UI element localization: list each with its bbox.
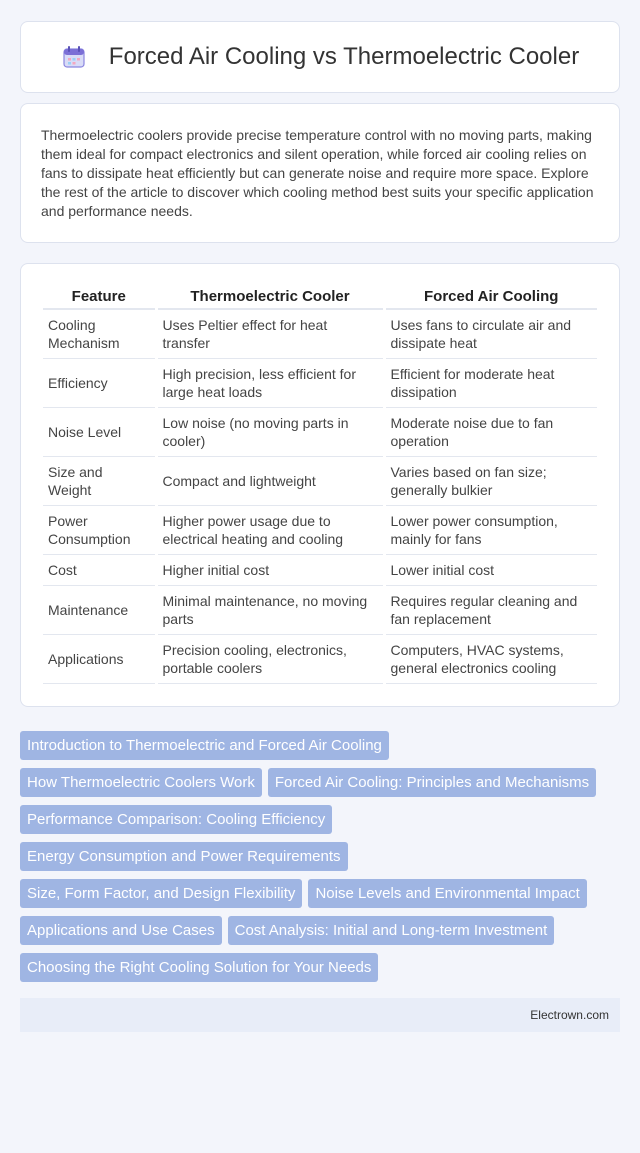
table-cell: Noise Level — [43, 408, 156, 457]
column-header: Feature — [43, 282, 156, 309]
table-cell: Higher initial cost — [156, 555, 384, 586]
table-cell: Efficient for moderate heat dissipation — [384, 359, 597, 408]
topic-link[interactable]: Forced Air Cooling: Principles and Mechanisms — [268, 768, 596, 797]
column-header: Forced Air Cooling — [384, 282, 597, 309]
table-cell: Precision cooling, electronics, portable coolers — [156, 635, 384, 684]
table-cell: Uses fans to circulate air and dissipate heat — [384, 309, 597, 359]
topic-link[interactable]: How Thermoelectric Coolers Work — [20, 768, 262, 797]
table-row — [43, 635, 597, 684]
table-cell: Minimal maintenance, no moving parts — [156, 586, 384, 635]
table-cell: Moderate noise due to fan operation — [384, 408, 597, 457]
table-row — [43, 309, 597, 359]
table-cell: Varies based on fan size; generally bulkier — [384, 457, 597, 506]
calendar-icon — [61, 44, 87, 70]
table-cell: Compact and lightweight — [156, 457, 384, 506]
topic-link[interactable]: Introduction to Thermoelectric and Forced Air Cooling — [20, 731, 389, 760]
table-cell: Higher power usage due to electrical heating and cooling — [156, 506, 384, 555]
comparison-table-card — [20, 263, 620, 707]
table-cell: Computers, HVAC systems, general electronics cooling — [384, 635, 597, 684]
table-cell: Efficiency — [43, 359, 156, 408]
table-cell: Requires regular cleaning and fan replacement — [384, 586, 597, 635]
table-cell: Size and Weight — [43, 457, 156, 506]
topic-link[interactable]: Choosing the Right Cooling Solution for Your Needs — [20, 953, 378, 982]
table-cell: Cost — [43, 555, 156, 586]
topic-link[interactable]: Performance Comparison: Cooling Efficiency — [20, 805, 332, 834]
column-header: Thermoelectric Cooler — [156, 282, 384, 309]
table-cell: Applications — [43, 635, 156, 684]
intro-paragraph: Thermoelectric coolers provide precise temperature control with no moving parts, making them ideal for compact electronics and silent operation, while forced air cooling relies on fans to dissipate heat efficiently but can generate noise and require more space. Explore the rest of the article to discover which cooling method best suits your specific application and performance needs. — [20, 103, 620, 243]
table-row — [43, 408, 597, 457]
page-title: Forced Air Cooling vs Thermoelectric Cooler — [108, 43, 580, 70]
topic-link[interactable]: Energy Consumption and Power Requirements — [20, 842, 348, 871]
table-cell: Lower initial cost — [384, 555, 597, 586]
table-cell: Power Consumption — [43, 506, 156, 555]
table-row — [43, 555, 597, 586]
table-cell: Maintenance — [43, 586, 156, 635]
related-topics-links — [20, 731, 620, 982]
table-cell: Cooling Mechanism — [43, 309, 156, 359]
topic-link[interactable]: Applications and Use Cases — [20, 916, 222, 945]
table-row — [43, 457, 597, 506]
topic-link[interactable]: Noise Levels and Environmental Impact — [308, 879, 586, 908]
table-row — [43, 586, 597, 635]
table-row — [43, 359, 597, 408]
table-header-row — [43, 282, 597, 309]
topic-link[interactable]: Cost Analysis: Initial and Long-term Investment — [228, 916, 555, 945]
table-row — [43, 506, 597, 555]
page-header — [20, 21, 620, 93]
topic-link[interactable]: Size, Form Factor, and Design Flexibility — [20, 879, 302, 908]
table-cell: Low noise (no moving parts in cooler) — [156, 408, 384, 457]
table-cell: High precision, less efficient for large heat loads — [156, 359, 384, 408]
table-cell: Lower power consumption, mainly for fans — [384, 506, 597, 555]
footer-site-name: Electrown.com — [530, 1008, 609, 1022]
table-cell: Uses Peltier effect for heat transfer — [156, 309, 384, 359]
comparison-table — [43, 282, 597, 684]
footer — [20, 998, 620, 1032]
